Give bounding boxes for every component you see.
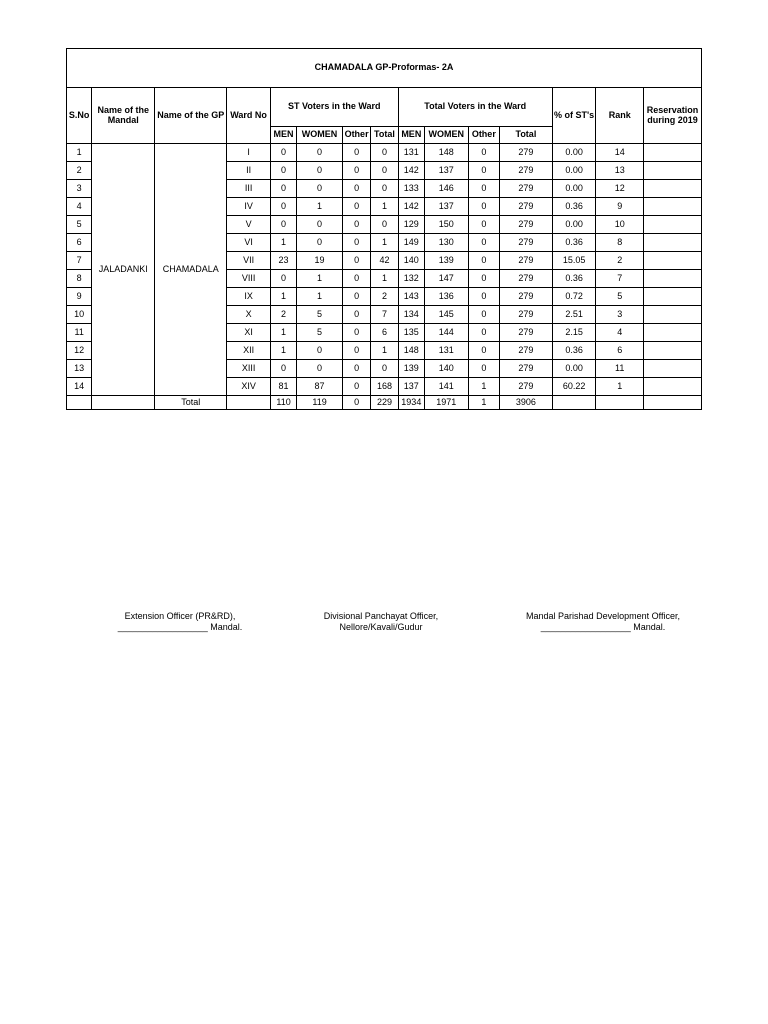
cell-pct-st: 2.51 <box>552 306 596 324</box>
cell-pct-st: 0.72 <box>552 288 596 306</box>
totals-label: Total <box>155 396 227 410</box>
cell-reservation <box>644 270 702 288</box>
cell-st-total: 6 <box>371 324 398 342</box>
cell-st-total: 0 <box>371 360 398 378</box>
cell-total-total: 279 <box>500 234 553 252</box>
sheet-title: CHAMADALA GP-Proformas- 2A <box>67 49 702 88</box>
cell-rank: 4 <box>596 324 644 342</box>
cell-st-women: 0 <box>297 342 343 360</box>
cell-ward-no: XIV <box>227 378 271 396</box>
cell-st-women: 0 <box>297 216 343 234</box>
cell-st-men: 0 <box>270 360 296 378</box>
cell-total-other: 0 <box>468 360 499 378</box>
cell-st-other: 0 <box>342 360 370 378</box>
cell-pct-st: 0.00 <box>552 216 596 234</box>
cell-st-total: 1 <box>371 342 398 360</box>
cell-total-women: 146 <box>425 180 469 198</box>
cell-total-men: 142 <box>398 162 424 180</box>
cell-rank: 11 <box>596 360 644 378</box>
cell-rank: 14 <box>596 144 644 162</box>
header-pct-st: % of ST's <box>552 88 596 144</box>
cell-total-women: 137 <box>425 162 469 180</box>
cell-total-total: 279 <box>500 306 553 324</box>
cell-ward-no: I <box>227 144 271 162</box>
cell-sno: 1 <box>67 144 92 162</box>
cell-empty <box>92 396 155 410</box>
header-mandal: Name of the Mandal <box>92 88 155 144</box>
cell-st-other: 0 <box>342 324 370 342</box>
cell-sno: 9 <box>67 288 92 306</box>
cell-empty <box>67 396 92 410</box>
cell-total-men: 149 <box>398 234 424 252</box>
cell-st-other: 0 <box>342 234 370 252</box>
cell-st-other: 0 <box>342 162 370 180</box>
signature-title: Mandal Parishad Development Officer, <box>526 611 680 621</box>
cell-total-women: 150 <box>425 216 469 234</box>
cell-sno: 7 <box>67 252 92 270</box>
cell-pct-st: 0.00 <box>552 180 596 198</box>
cell-rank: 3 <box>596 306 644 324</box>
signature-subtitle: __________________ Mandal. <box>117 621 243 632</box>
cell-ward-no: III <box>227 180 271 198</box>
cell-rank: 13 <box>596 162 644 180</box>
cell-st-men: 0 <box>270 270 296 288</box>
cell-ward-no: XI <box>227 324 271 342</box>
cell-ward-no: VIII <box>227 270 271 288</box>
cell-total-total: 279 <box>500 288 553 306</box>
cell-rank: 5 <box>596 288 644 306</box>
cell-pct-st: 0.00 <box>552 144 596 162</box>
cell-st-women: 0 <box>297 360 343 378</box>
cell-pct-st: 0.36 <box>552 270 596 288</box>
totals-t-other: 1 <box>468 396 499 410</box>
cell-total-total: 279 <box>500 378 553 396</box>
cell-st-total: 0 <box>371 180 398 198</box>
cell-pct-st: 0.36 <box>552 234 596 252</box>
cell-total-other: 0 <box>468 162 499 180</box>
cell-sno: 4 <box>67 198 92 216</box>
cell-st-women: 5 <box>297 306 343 324</box>
header-st-voters: ST Voters in the Ward <box>270 88 398 127</box>
signature-divisional-officer <box>301 611 461 633</box>
cell-reservation <box>644 198 702 216</box>
cell-st-other: 0 <box>342 216 370 234</box>
cell-st-men: 0 <box>270 144 296 162</box>
header-ward-no: Ward No <box>227 88 271 144</box>
cell-st-other: 0 <box>342 270 370 288</box>
cell-total-other: 0 <box>468 306 499 324</box>
cell-st-other: 0 <box>342 144 370 162</box>
cell-sno: 11 <box>67 324 92 342</box>
cell-st-women: 0 <box>297 162 343 180</box>
cell-st-men: 81 <box>270 378 296 396</box>
totals-st-other: 0 <box>342 396 370 410</box>
cell-reservation <box>644 216 702 234</box>
signature-subtitle: Nellore/Kavali/Gudur <box>339 621 423 632</box>
cell-ward-no: IX <box>227 288 271 306</box>
cell-empty <box>596 396 644 410</box>
cell-total-women: 136 <box>425 288 469 306</box>
cell-st-men: 0 <box>270 198 296 216</box>
cell-total-women: 130 <box>425 234 469 252</box>
cell-total-other: 0 <box>468 270 499 288</box>
cell-st-total: 1 <box>371 234 398 252</box>
cell-st-other: 0 <box>342 378 370 396</box>
totals-st-women: 119 <box>297 396 343 410</box>
cell-total-total: 279 <box>500 342 553 360</box>
cell-pct-st: 60.22 <box>552 378 596 396</box>
cell-st-men: 0 <box>270 180 296 198</box>
cell-gp-name: CHAMADALA <box>155 144 227 396</box>
cell-st-women: 0 <box>297 144 343 162</box>
cell-st-total: 2 <box>371 288 398 306</box>
cell-st-total: 0 <box>371 216 398 234</box>
cell-st-women: 0 <box>297 234 343 252</box>
cell-st-other: 0 <box>342 180 370 198</box>
cell-st-men: 0 <box>270 216 296 234</box>
cell-total-men: 129 <box>398 216 424 234</box>
cell-total-women: 131 <box>425 342 469 360</box>
cell-total-other: 0 <box>468 216 499 234</box>
header-st-other: Other <box>342 127 370 144</box>
cell-ward-no: V <box>227 216 271 234</box>
header-st-men: MEN <box>270 127 296 144</box>
signature-extension-officer <box>100 611 260 633</box>
cell-st-men: 1 <box>270 234 296 252</box>
totals-t-men: 1934 <box>398 396 424 410</box>
cell-ward-no: X <box>227 306 271 324</box>
cell-total-men: 143 <box>398 288 424 306</box>
cell-reservation <box>644 324 702 342</box>
cell-st-men: 1 <box>270 324 296 342</box>
header-st-women: WOMEN <box>297 127 343 144</box>
cell-st-other: 0 <box>342 198 370 216</box>
cell-rank: 10 <box>596 216 644 234</box>
cell-st-men: 1 <box>270 342 296 360</box>
cell-sno: 6 <box>67 234 92 252</box>
header-t-total: Total <box>500 127 553 144</box>
proforma-table <box>66 48 702 410</box>
cell-sno: 13 <box>67 360 92 378</box>
cell-total-men: 137 <box>398 378 424 396</box>
cell-st-women: 19 <box>297 252 343 270</box>
header-reservation: Reservation during 2019 <box>644 88 702 144</box>
totals-t-total: 3906 <box>500 396 553 410</box>
table-row <box>67 144 702 162</box>
cell-pct-st: 0.00 <box>552 360 596 378</box>
cell-total-women: 140 <box>425 360 469 378</box>
cell-total-men: 135 <box>398 324 424 342</box>
cell-total-total: 279 <box>500 180 553 198</box>
cell-ward-no: VI <box>227 234 271 252</box>
totals-st-total: 229 <box>371 396 398 410</box>
cell-empty <box>644 396 702 410</box>
cell-total-other: 0 <box>468 342 499 360</box>
cell-rank: 2 <box>596 252 644 270</box>
cell-total-total: 279 <box>500 252 553 270</box>
signature-mpdo <box>508 611 698 633</box>
cell-reservation <box>644 180 702 198</box>
cell-total-men: 134 <box>398 306 424 324</box>
cell-total-other: 0 <box>468 234 499 252</box>
cell-st-other: 0 <box>342 342 370 360</box>
cell-total-other: 0 <box>468 324 499 342</box>
cell-mandal-name: JALADANKI <box>92 144 155 396</box>
cell-total-men: 132 <box>398 270 424 288</box>
cell-ward-no: VII <box>227 252 271 270</box>
cell-total-women: 147 <box>425 270 469 288</box>
header-total-voters: Total Voters in the Ward <box>398 88 552 127</box>
cell-total-total: 279 <box>500 144 553 162</box>
cell-st-total: 1 <box>371 198 398 216</box>
cell-total-total: 279 <box>500 360 553 378</box>
cell-reservation <box>644 378 702 396</box>
header-rank: Rank <box>596 88 644 144</box>
cell-total-other: 0 <box>468 180 499 198</box>
cell-sno: 8 <box>67 270 92 288</box>
cell-total-men: 142 <box>398 198 424 216</box>
cell-st-total: 42 <box>371 252 398 270</box>
cell-ward-no: IV <box>227 198 271 216</box>
cell-rank: 6 <box>596 342 644 360</box>
cell-pct-st: 2.15 <box>552 324 596 342</box>
totals-row <box>67 396 702 410</box>
cell-total-other: 1 <box>468 378 499 396</box>
cell-st-other: 0 <box>342 288 370 306</box>
cell-ward-no: XIII <box>227 360 271 378</box>
cell-st-men: 2 <box>270 306 296 324</box>
cell-total-total: 279 <box>500 198 553 216</box>
cell-total-women: 141 <box>425 378 469 396</box>
totals-t-women: 1971 <box>425 396 469 410</box>
cell-st-total: 168 <box>371 378 398 396</box>
cell-total-total: 279 <box>500 162 553 180</box>
cell-st-women: 0 <box>297 180 343 198</box>
cell-sno: 12 <box>67 342 92 360</box>
cell-rank: 1 <box>596 378 644 396</box>
cell-st-women: 1 <box>297 288 343 306</box>
cell-st-women: 5 <box>297 324 343 342</box>
cell-total-total: 279 <box>500 270 553 288</box>
cell-total-men: 148 <box>398 342 424 360</box>
signature-title: Extension Officer (PR&RD), <box>124 611 236 621</box>
header-t-men: MEN <box>398 127 424 144</box>
cell-st-total: 0 <box>371 144 398 162</box>
cell-ward-no: II <box>227 162 271 180</box>
cell-total-men: 140 <box>398 252 424 270</box>
header-gp: Name of the GP <box>155 88 227 144</box>
cell-total-men: 131 <box>398 144 424 162</box>
cell-total-women: 144 <box>425 324 469 342</box>
cell-total-total: 279 <box>500 216 553 234</box>
cell-rank: 9 <box>596 198 644 216</box>
signature-title: Divisional Panchayat Officer, <box>323 611 439 621</box>
cell-st-men: 0 <box>270 162 296 180</box>
header-t-other: Other <box>468 127 499 144</box>
cell-total-women: 148 <box>425 144 469 162</box>
cell-sno: 3 <box>67 180 92 198</box>
cell-pct-st: 0.36 <box>552 342 596 360</box>
cell-total-women: 145 <box>425 306 469 324</box>
cell-total-other: 0 <box>468 144 499 162</box>
cell-st-women: 1 <box>297 270 343 288</box>
cell-reservation <box>644 144 702 162</box>
cell-reservation <box>644 234 702 252</box>
cell-reservation <box>644 252 702 270</box>
cell-empty <box>552 396 596 410</box>
cell-sno: 10 <box>67 306 92 324</box>
cell-total-men: 139 <box>398 360 424 378</box>
header-sno: S.No <box>67 88 92 144</box>
cell-total-other: 0 <box>468 252 499 270</box>
cell-st-men: 23 <box>270 252 296 270</box>
header-t-women: WOMEN <box>425 127 469 144</box>
cell-pct-st: 0.00 <box>552 162 596 180</box>
cell-reservation <box>644 306 702 324</box>
cell-reservation <box>644 360 702 378</box>
cell-total-women: 137 <box>425 198 469 216</box>
cell-st-women: 87 <box>297 378 343 396</box>
cell-reservation <box>644 288 702 306</box>
header-st-total: Total <box>371 127 398 144</box>
cell-pct-st: 15.05 <box>552 252 596 270</box>
cell-empty <box>227 396 271 410</box>
totals-st-men: 110 <box>270 396 296 410</box>
cell-total-men: 133 <box>398 180 424 198</box>
cell-total-women: 139 <box>425 252 469 270</box>
cell-total-other: 0 <box>468 198 499 216</box>
cell-st-total: 7 <box>371 306 398 324</box>
cell-sno: 2 <box>67 162 92 180</box>
cell-reservation <box>644 162 702 180</box>
cell-sno: 5 <box>67 216 92 234</box>
cell-pct-st: 0.36 <box>552 198 596 216</box>
cell-st-total: 1 <box>371 270 398 288</box>
cell-ward-no: XII <box>227 342 271 360</box>
cell-st-women: 1 <box>297 198 343 216</box>
cell-st-other: 0 <box>342 306 370 324</box>
cell-total-total: 279 <box>500 324 553 342</box>
cell-st-other: 0 <box>342 252 370 270</box>
cell-total-other: 0 <box>468 288 499 306</box>
cell-st-total: 0 <box>371 162 398 180</box>
cell-reservation <box>644 342 702 360</box>
cell-rank: 8 <box>596 234 644 252</box>
cell-st-men: 1 <box>270 288 296 306</box>
cell-rank: 12 <box>596 180 644 198</box>
signature-subtitle: __________________ Mandal. <box>540 621 666 632</box>
cell-sno: 14 <box>67 378 92 396</box>
cell-rank: 7 <box>596 270 644 288</box>
